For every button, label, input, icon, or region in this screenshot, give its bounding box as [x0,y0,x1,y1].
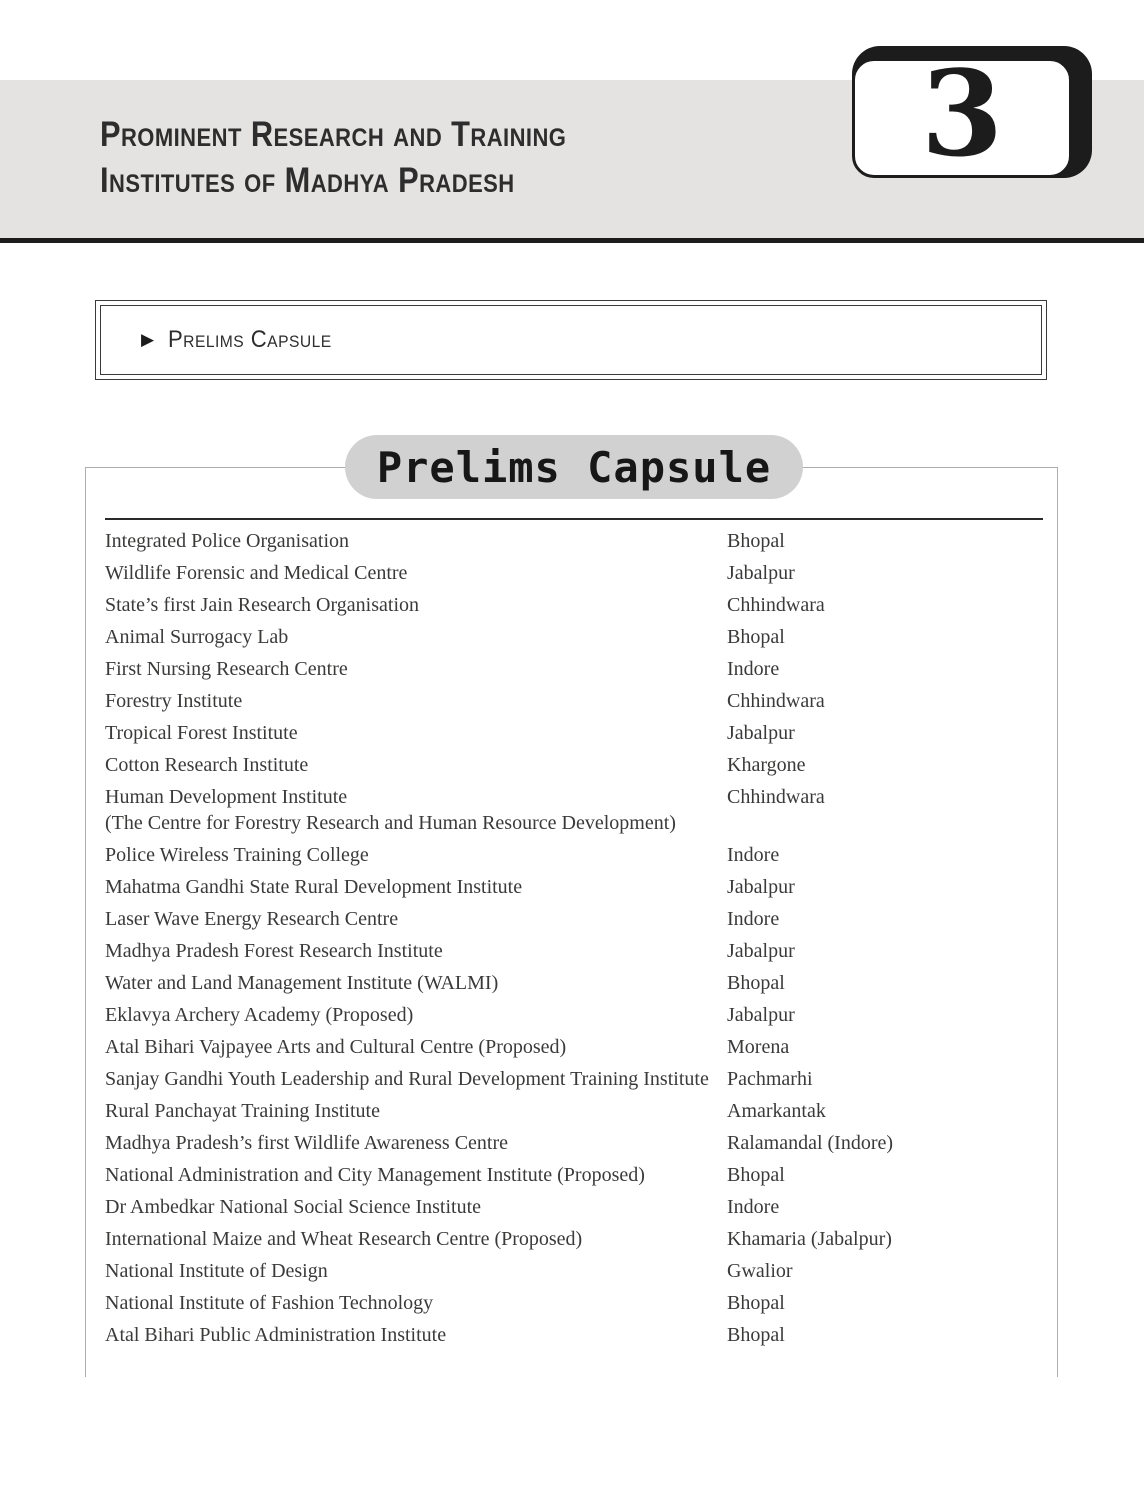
capsule-heading: Prelims Capsule [376,442,772,492]
institute-cell [105,528,727,554]
institute-cell [105,842,727,868]
institute-cell [105,784,727,836]
location-cell: Bhopal [727,530,785,552]
location-cell: Gwalior [727,1260,793,1282]
institute-name: Mahatma Gandhi State Rural Development Institute [105,876,523,898]
table-row [105,1290,1050,1316]
institute-name: Rural Panchayat Training Institute [105,1100,380,1122]
table-row [105,1002,1050,1028]
institute-cell [105,1194,727,1220]
table-row [105,1098,1050,1124]
institute-cell [105,1290,727,1316]
institute-name: State’s first Jain Research Organisation [105,594,420,616]
institute-name: Integrated Police Organisation [105,530,350,552]
institute-name: Madhya Pradesh Forest Research Institute [105,940,443,962]
location-cell: Indore [727,658,780,680]
location-cell: Morena [727,1036,790,1058]
location-cell: Bhopal [727,626,785,648]
table-row [105,1194,1050,1220]
institute-note: (The Centre for Forestry Research and Human Resource Development) [105,812,676,834]
location-cell: Bhopal [727,972,785,994]
location-cell: Bhopal [727,1324,785,1346]
institute-cell [105,1322,727,1348]
location-cell: Chhindwara [727,786,825,808]
institute-name: Animal Surrogacy Lab [105,626,289,648]
institute-cell [105,1098,727,1124]
institute-name: National Administration and City Management Institute (Proposed) [105,1164,645,1186]
table-row [105,938,1050,964]
location-cell: Indore [727,844,780,866]
capsule-rows [105,528,1050,1354]
table-row [105,970,1050,996]
table-row [105,1034,1050,1060]
table-row [105,1226,1050,1252]
institute-name: Atal Bihari Vajpayee Arts and Cultural Centre (Proposed) [105,1036,567,1058]
table-row [105,528,1050,554]
institute-cell [105,752,727,778]
location-cell: Chhindwara [727,594,825,616]
table-row [105,1322,1050,1348]
location-cell: Khargone [727,754,806,776]
chapter-title [100,112,681,204]
location-cell: Jabalpur [727,876,795,898]
location-cell: Bhopal [727,1164,785,1186]
table-row [105,592,1050,618]
institute-cell [105,1002,727,1028]
institute-name: Tropical Forest Institute [105,722,298,744]
institute-name: Wildlife Forensic and Medical Centre [105,562,408,584]
table-row [105,1130,1050,1156]
institute-name: Dr Ambedkar National Social Science Institute [105,1196,482,1218]
institute-cell [105,1258,727,1284]
institute-name: Laser Wave Energy Research Centre [105,908,399,930]
capsule-heading-pill [345,435,803,499]
table-row [105,842,1050,868]
table-row [105,656,1050,682]
institute-name: Forestry Institute [105,690,243,712]
institute-cell [105,560,727,586]
table-row [105,906,1050,932]
institute-cell [105,1066,727,1092]
institute-cell [105,688,727,714]
institute-cell [105,970,727,996]
location-cell: Jabalpur [727,562,795,584]
institute-cell [105,906,727,932]
institute-name: Atal Bihari Public Administration Institute [105,1324,447,1346]
table-row [105,784,1050,836]
location-cell: Chhindwara [727,690,825,712]
location-cell: Indore [727,1196,780,1218]
table-row [105,874,1050,900]
institute-name: Eklavya Archery Academy (Proposed) [105,1004,414,1026]
institute-name: International Maize and Wheat Research Centre (Proposed) [105,1228,583,1250]
header-underline [0,238,1144,243]
table-row [105,1258,1050,1284]
location-cell: Jabalpur [727,1004,795,1026]
triangle-bullet-icon: ▶ [141,329,155,350]
chapter-number-box [852,44,1072,183]
location-cell: Pachmarhi [727,1068,813,1090]
institute-name: Sanjay Gandhi Youth Leadership and Rural Development Training Institute [105,1068,709,1090]
location-cell: Amarkantak [727,1100,826,1122]
institute-cell [105,874,727,900]
table-row [105,720,1050,746]
location-cell: Indore [727,908,780,930]
prelims-banner-inner [100,305,1042,375]
location-cell: Jabalpur [727,722,795,744]
institute-name: Police Wireless Training College [105,844,369,866]
table-row [105,752,1050,778]
institute-name: Cotton Research Institute [105,754,309,776]
institute-name: National Institute of Design [105,1260,328,1282]
table-row [105,1162,1050,1188]
table-row [105,688,1050,714]
table-row [105,1066,1050,1092]
institute-cell [105,1130,727,1156]
institute-cell [105,1226,727,1252]
location-cell: Bhopal [727,1292,785,1314]
institute-name: Water and Land Management Institute (WALMI) [105,972,499,994]
institute-cell [105,656,727,682]
institute-cell [105,624,727,650]
institute-name: Madhya Pradesh’s first Wildlife Awareness Centre [105,1132,509,1154]
institute-name: First Nursing Research Centre [105,658,348,680]
institute-cell [105,720,727,746]
institute-name: National Institute of Fashion Technology [105,1292,434,1314]
institute-cell [105,592,727,618]
location-cell: Jabalpur [727,940,795,962]
location-cell: Khamaria (Jabalpur) [727,1228,892,1250]
chapter-title-line1: Prominent Research and Training [100,115,567,154]
location-cell: Ralamandal (Indore) [727,1132,894,1154]
table-row [105,560,1050,586]
table-top-rule [105,518,1043,520]
chapter-number: 3 [920,44,1004,183]
institute-cell [105,1162,727,1188]
institute-cell [105,938,727,964]
prelims-banner [95,300,1047,380]
prelims-banner-label: Prelims Capsule [168,326,332,353]
institute-name: Human Development Institute [105,786,348,808]
table-row [105,624,1050,650]
chapter-title-line2: Institutes of Madhya Pradesh [100,161,515,200]
institute-cell [105,1034,727,1060]
